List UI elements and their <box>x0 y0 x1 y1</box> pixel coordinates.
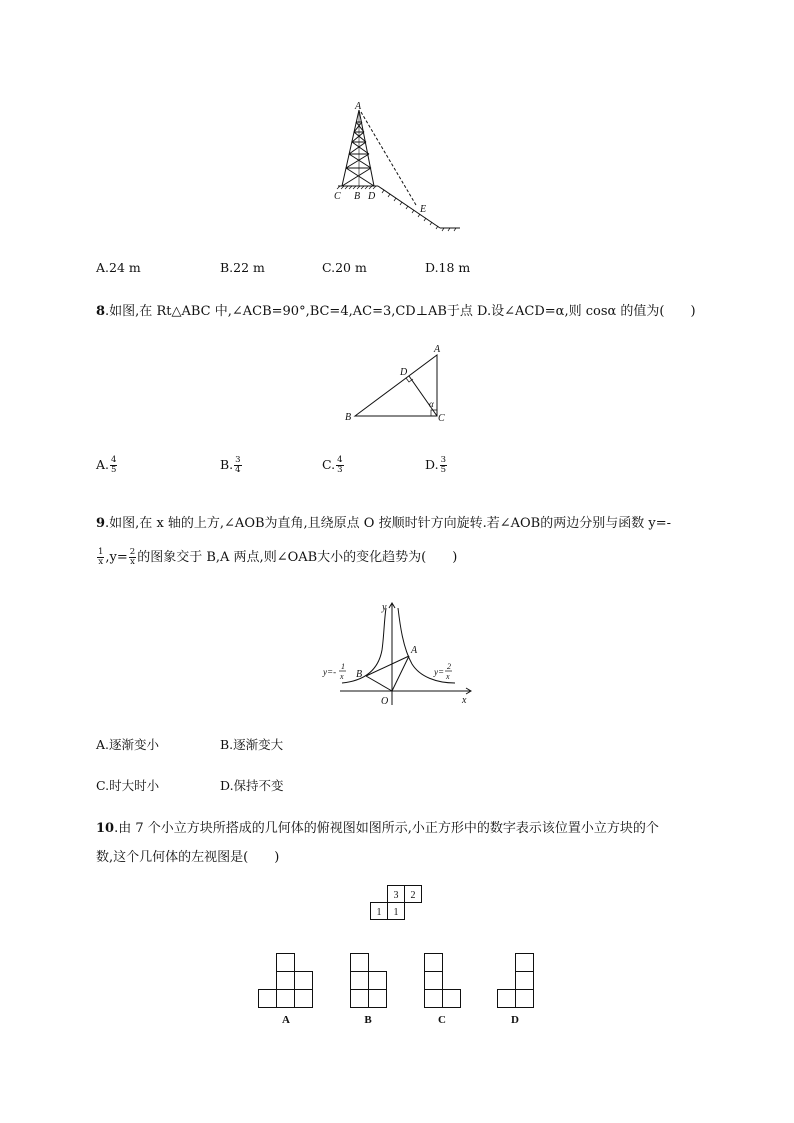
segment-ab <box>366 656 409 676</box>
q7-option-b[interactable]: B.22 m <box>220 260 265 275</box>
q9-frac-2-over-x <box>129 548 136 567</box>
top-view-cell: 2 <box>410 890 416 901</box>
denominator: 3 <box>337 465 343 475</box>
x-axis-label: x <box>462 695 467 706</box>
q9-option-d[interactable]: D.保持不变 <box>220 778 284 793</box>
q8-option-b-fraction <box>234 456 241 475</box>
q7-option-c[interactable]: C.20 m <box>322 260 367 275</box>
denominator: 4 <box>235 465 241 475</box>
choice-c-label[interactable]: C <box>438 1014 446 1026</box>
origin-label: O <box>381 696 389 707</box>
label-e: E <box>420 204 427 215</box>
q9-option-b[interactable]: B.逐渐变大 <box>220 737 284 752</box>
q8-option-c-letter: C. <box>322 457 336 472</box>
q7-option-a[interactable]: A.24 m <box>96 260 141 275</box>
q8-option-b-letter: B. <box>220 457 234 472</box>
label-d: D <box>400 367 408 378</box>
label-a: A <box>434 344 441 355</box>
q8-option-a-letter: A. <box>96 457 110 472</box>
q9-option-a[interactable]: A.逐渐变小 <box>96 737 160 752</box>
q8-text: .如图,在 Rt△ABC 中,∠ACB=90°,BC=4,AC=3,CD⊥AB于点 D.设∠ACD=α,则 cosα 的值为( ) <box>105 304 696 319</box>
choice-b-label[interactable]: B <box>364 1014 372 1026</box>
q9-text-rest: 的图象交于 B,A 两点,则∠OAB大小的变化趋势为( ) <box>137 550 458 565</box>
label-b: B <box>345 412 352 423</box>
denominator: x <box>130 557 135 567</box>
q10-text-line1: .由 7 个小立方块所搭成的几何体的俯视图如图所示,小正方形中的数字表示该位置小立方块的个 <box>114 821 659 836</box>
right-fn-den: x <box>446 672 450 681</box>
q8-option-d-fraction <box>440 456 447 475</box>
left-fn-den: x <box>340 672 344 681</box>
numerator: 3 <box>440 455 446 465</box>
label-a: A <box>355 101 362 112</box>
q8-option-c[interactable] <box>322 456 345 475</box>
choice-b-figure[interactable] <box>351 954 387 1008</box>
right-triangle-figure <box>340 340 455 425</box>
q9-stem-line1 <box>96 512 671 531</box>
q8-option-d-letter: D. <box>425 457 439 472</box>
numerator: 3 <box>235 455 241 465</box>
q9-option-c[interactable]: C.时大时小 <box>96 778 160 793</box>
q8-option-c-fraction <box>336 456 343 475</box>
point-a-label: A <box>411 645 418 656</box>
point-b-label: B <box>356 669 363 680</box>
q10-stem-line2: 数,这个几何体的左视图是( ) <box>96 850 280 865</box>
triangle-abc <box>355 355 437 416</box>
choice-a-label[interactable]: A <box>282 1014 290 1026</box>
label-c: C <box>438 413 445 424</box>
y-axis-label: y <box>382 602 387 613</box>
q9-text-mid: ,y= <box>105 550 128 565</box>
q10-number: 10 <box>96 821 115 836</box>
q9-number: 9 <box>96 516 106 531</box>
q8-option-d[interactable] <box>425 456 448 475</box>
label-alpha: α <box>429 399 434 409</box>
hyperbola-graph <box>318 598 478 710</box>
numerator: 1 <box>98 547 104 557</box>
q8-stem <box>96 300 696 319</box>
label-c: C <box>334 191 341 202</box>
top-view-cell: 1 <box>393 907 399 918</box>
top-view-cell: 1 <box>376 907 382 918</box>
q8-number: 8 <box>96 304 106 319</box>
segment-ob <box>366 676 392 691</box>
denominator: 5 <box>440 465 446 475</box>
denominator: x <box>98 557 104 567</box>
denominator: 5 <box>111 465 117 475</box>
choice-d-label[interactable]: D <box>511 1014 519 1026</box>
left-fn-prefix: y=- <box>323 667 337 677</box>
left-fn-num: 1 <box>341 662 345 671</box>
tower-slope-figure <box>320 98 470 238</box>
left-view-choices <box>255 948 545 1030</box>
top-view-cell: 3 <box>393 890 399 901</box>
choice-c-figure[interactable] <box>425 954 461 1008</box>
segment-oa <box>392 656 409 691</box>
q10-stem-line1 <box>96 817 659 836</box>
numerator: 4 <box>337 455 343 465</box>
q7-option-d[interactable]: D.18 m <box>425 260 471 275</box>
q8-option-a[interactable] <box>96 456 118 475</box>
slope-line <box>378 186 440 228</box>
right-fn-prefix: y= <box>434 667 445 677</box>
numerator: 4 <box>111 455 117 465</box>
choice-a-figure[interactable] <box>259 954 313 1008</box>
top-view-figure <box>366 882 428 922</box>
label-d: D <box>368 191 376 202</box>
q9-text-line1: .如图,在 x 轴的上方,∠AOB为直角,且绕原点 O 按顺时针方向旋转.若∠AOB的两边分别与函数 y=- <box>105 516 671 531</box>
curve-y-neg-1-over-x <box>342 608 386 683</box>
right-fn-num: 2 <box>447 662 451 671</box>
choice-d-figure[interactable] <box>498 954 534 1008</box>
q9-frac-1-over-x <box>97 548 104 567</box>
label-b: B <box>354 191 361 202</box>
q8-option-a-fraction <box>110 456 117 475</box>
q9-stem-line2 <box>96 546 457 567</box>
q8-option-b[interactable] <box>220 456 243 475</box>
numerator: 2 <box>129 547 136 557</box>
